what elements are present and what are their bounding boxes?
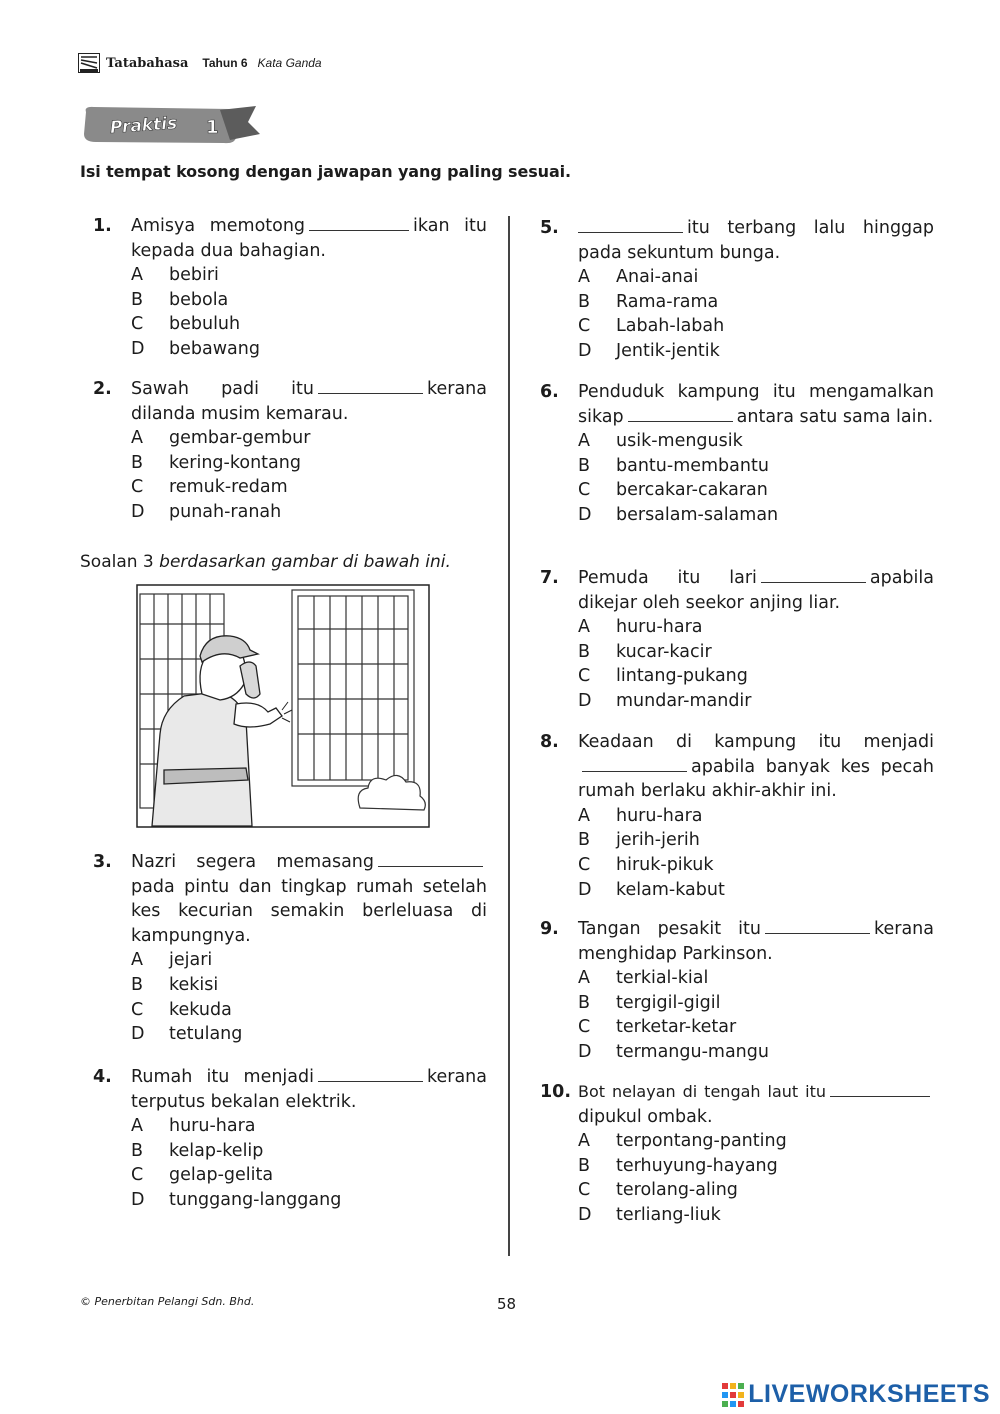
option-d[interactable]: D termangu-mangu [578, 1041, 769, 1062]
question-number: 3. [93, 852, 112, 872]
option-b[interactable]: B kucar-kacir [578, 641, 712, 662]
question-stem: Sawah padi itu kerana dilanda musim kemarau. [131, 379, 487, 424]
answer-blank[interactable] [309, 215, 409, 231]
option-c[interactable]: C bercakar-cakaran [578, 480, 768, 501]
question-number: 8. [540, 732, 559, 752]
page-header [78, 52, 322, 74]
option-d[interactable]: D Jentik-jentik [578, 340, 720, 361]
option-c[interactable]: C Labah-labah [578, 316, 725, 337]
copyright: © Penerbitan Pelangi Sdn. Bhd. [80, 1295, 255, 1308]
question-stem: Keadaan di kampung itu menjadiapabila banyak kes pecah rumah berlaku akhir-akhir ini. [578, 732, 934, 802]
page-number: 58 [497, 1295, 517, 1313]
question-1 [93, 214, 487, 362]
option-d[interactable]: D mundar-mandir [578, 690, 752, 711]
question-stem: Tangan pesakit itu kerana menghidap Parkinson. [578, 919, 934, 964]
watermark-text: LIVEWORKSHEETS [748, 1380, 990, 1408]
answer-blank[interactable] [318, 378, 423, 394]
option-b[interactable]: B terhuyung-hayang [578, 1155, 778, 1176]
option-a[interactable]: A Anai-anai [578, 267, 699, 288]
question-9 [540, 917, 934, 1065]
picture-caption: Soalan 3 berdasarkan gambar di bawah ini. [80, 552, 451, 572]
option-d[interactable]: D bebawang [131, 338, 260, 359]
praktis-badge [80, 104, 270, 144]
option-d[interactable]: D tunggang-langgang [131, 1189, 342, 1210]
answer-blank[interactable] [761, 567, 866, 583]
question-stem: Bot nelayan di tengah laut itudipukul ombak. [578, 1080, 934, 1129]
option-c[interactable]: C bebuluh [131, 314, 241, 335]
column-divider [508, 216, 510, 1256]
question-5 [540, 216, 934, 364]
option-b[interactable]: B Rama-rama [578, 291, 719, 312]
option-a[interactable]: A huru-hara [131, 1116, 256, 1137]
option-a[interactable]: A jejari [131, 950, 213, 971]
option-c[interactable]: C terketar-ketar [578, 1017, 737, 1038]
option-c[interactable]: C terolang-aling [578, 1180, 738, 1201]
answer-blank[interactable] [578, 217, 683, 233]
question-3 [93, 850, 487, 1047]
option-b[interactable]: B kering-kontang [131, 452, 301, 473]
question-2 [93, 377, 487, 525]
question-4 [93, 1065, 487, 1213]
question-number: 6. [540, 382, 559, 402]
question-number: 4. [93, 1067, 112, 1087]
option-d[interactable]: D tetulang [131, 1024, 243, 1045]
badge-number: 1 [206, 117, 219, 138]
option-b[interactable]: B kekisi [131, 974, 219, 995]
option-d[interactable]: D punah-ranah [131, 501, 282, 522]
option-a[interactable]: A terkial-kial [578, 968, 709, 989]
answer-blank[interactable] [378, 851, 483, 867]
question-6 [540, 380, 934, 528]
option-b[interactable]: B bebola [131, 289, 229, 310]
option-c[interactable]: C remuk-redam [131, 477, 288, 498]
option-a[interactable]: A gembar-gembur [131, 428, 311, 449]
option-b[interactable]: B tergigil-gigil [578, 992, 721, 1013]
question-number: 10. [540, 1082, 572, 1102]
header-book: Tatabahasa [106, 55, 189, 71]
option-b[interactable]: B bantu-membantu [578, 455, 769, 476]
question-number: 7. [540, 568, 559, 588]
question-number: 1. [93, 216, 112, 236]
option-d[interactable]: D terliang-liuk [578, 1204, 721, 1225]
question-7 [540, 566, 934, 714]
question-stem: Nazri segera memasangpada pintu dan tingkap rumah setelah kes kecurian semakin berleluasa di kampungnya. [131, 852, 487, 946]
question-number: 9. [540, 919, 559, 939]
question-stem: itu terbang lalu hinggap pada sekuntum bunga. [578, 218, 934, 263]
badge-label: Praktis [109, 113, 178, 139]
liveworksheets-logo-icon [722, 1383, 744, 1407]
option-d[interactable]: D kelam-kabut [578, 879, 725, 900]
question-stem: Amisya memotong ikan itu kepada dua bahagian. [131, 216, 487, 261]
answer-blank[interactable] [318, 1066, 423, 1082]
option-a[interactable]: A terpontang-panting [578, 1131, 787, 1152]
question-stem: Pemuda itu lari apabila dikejar oleh seekor anjing liar. [578, 568, 934, 613]
option-a[interactable]: A bebiri [131, 265, 219, 286]
question-number: 5. [540, 218, 559, 238]
option-c[interactable]: C kekuda [131, 999, 232, 1020]
option-b[interactable]: B kelap-kelip [131, 1140, 264, 1161]
option-c[interactable]: C gelap-gelita [131, 1165, 274, 1186]
answer-blank[interactable] [628, 406, 733, 422]
option-c[interactable]: C lintang-pukang [578, 666, 748, 687]
question-stem: Penduduk kampung itu mengamalkan sikap antara satu sama lain. [578, 382, 934, 427]
option-d[interactable]: D bersalam-salaman [578, 504, 779, 525]
answer-blank[interactable] [830, 1081, 930, 1097]
option-b[interactable]: B jerih-jerih [578, 830, 700, 851]
publisher-logo-icon [78, 53, 100, 73]
answer-blank[interactable] [582, 756, 687, 772]
header-topic: Kata Ganda [257, 56, 322, 70]
question-stem: Rumah itu menjadi kerana terputus bekalan elektrik. [131, 1067, 487, 1112]
option-a[interactable]: A huru-hara [578, 617, 703, 638]
option-a[interactable]: A huru-hara [578, 805, 703, 826]
liveworksheets-watermark [722, 1380, 990, 1409]
option-c[interactable]: C hiruk-pikuk [578, 854, 714, 875]
instruction: Isi tempat kosong dengan jawapan yang paling sesuai. [80, 162, 572, 181]
question-10 [540, 1080, 934, 1228]
question-8 [540, 730, 934, 902]
answer-blank[interactable] [765, 918, 870, 934]
header-year: Tahun 6 [202, 56, 248, 70]
illustration-window-grille [136, 584, 430, 828]
option-a[interactable]: A usik-mengusik [578, 431, 743, 452]
question-number: 2. [93, 379, 112, 399]
